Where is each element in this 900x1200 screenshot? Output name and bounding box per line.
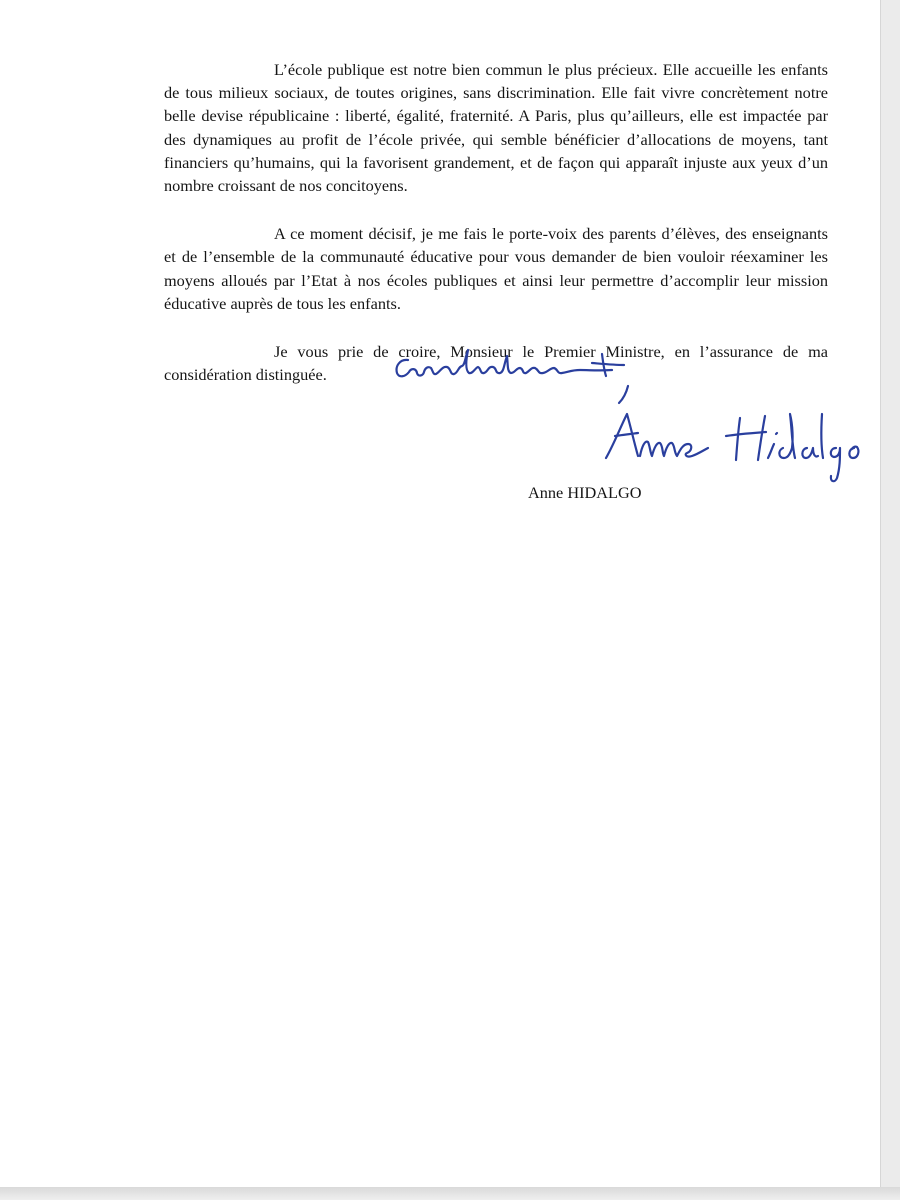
paragraph-formule-politesse: Je vous prie de croire, Monsieur le Premier Ministre, en l’assurance de ma considération distinguée.: [164, 342, 828, 385]
paragraph-moment-decisif: A ce moment décisif, je me fais le porte-voix des parents d’élèves, des enseignants et de l’ensemble de la communauté éducative pour vous demander de bien vouloir réexaminer les moyens alloués par l’Etat à nos écoles publiques et ainsi leur permettre d’accomplir leur mission éducative auprès de tous les enfants.: [164, 224, 828, 313]
signer-name: Anne HIDALGO: [528, 483, 642, 502]
handwritten-signature: [600, 396, 870, 488]
paragraph-ecole-publique: L’école publique est notre bien commun le plus précieux. Elle accueille les enfants de tous milieux sociaux, de toutes origines, sans discrimination. Elle fait vivre concrètement notre belle devise républicaine : liberté, égalité, fraternité. A Paris, plus qu’ailleurs, elle est impactée par des dynamiques au profit de l’école privée, qui semble bénéficier d’allocations de moyens, tant financiers qu’humains, qui la favorisent grandement, et de façon qui apparaît injuste aux yeux d’un nombre croissant de nos concitoyens.: [164, 60, 828, 196]
page-edge-shadow: [0, 1187, 900, 1200]
